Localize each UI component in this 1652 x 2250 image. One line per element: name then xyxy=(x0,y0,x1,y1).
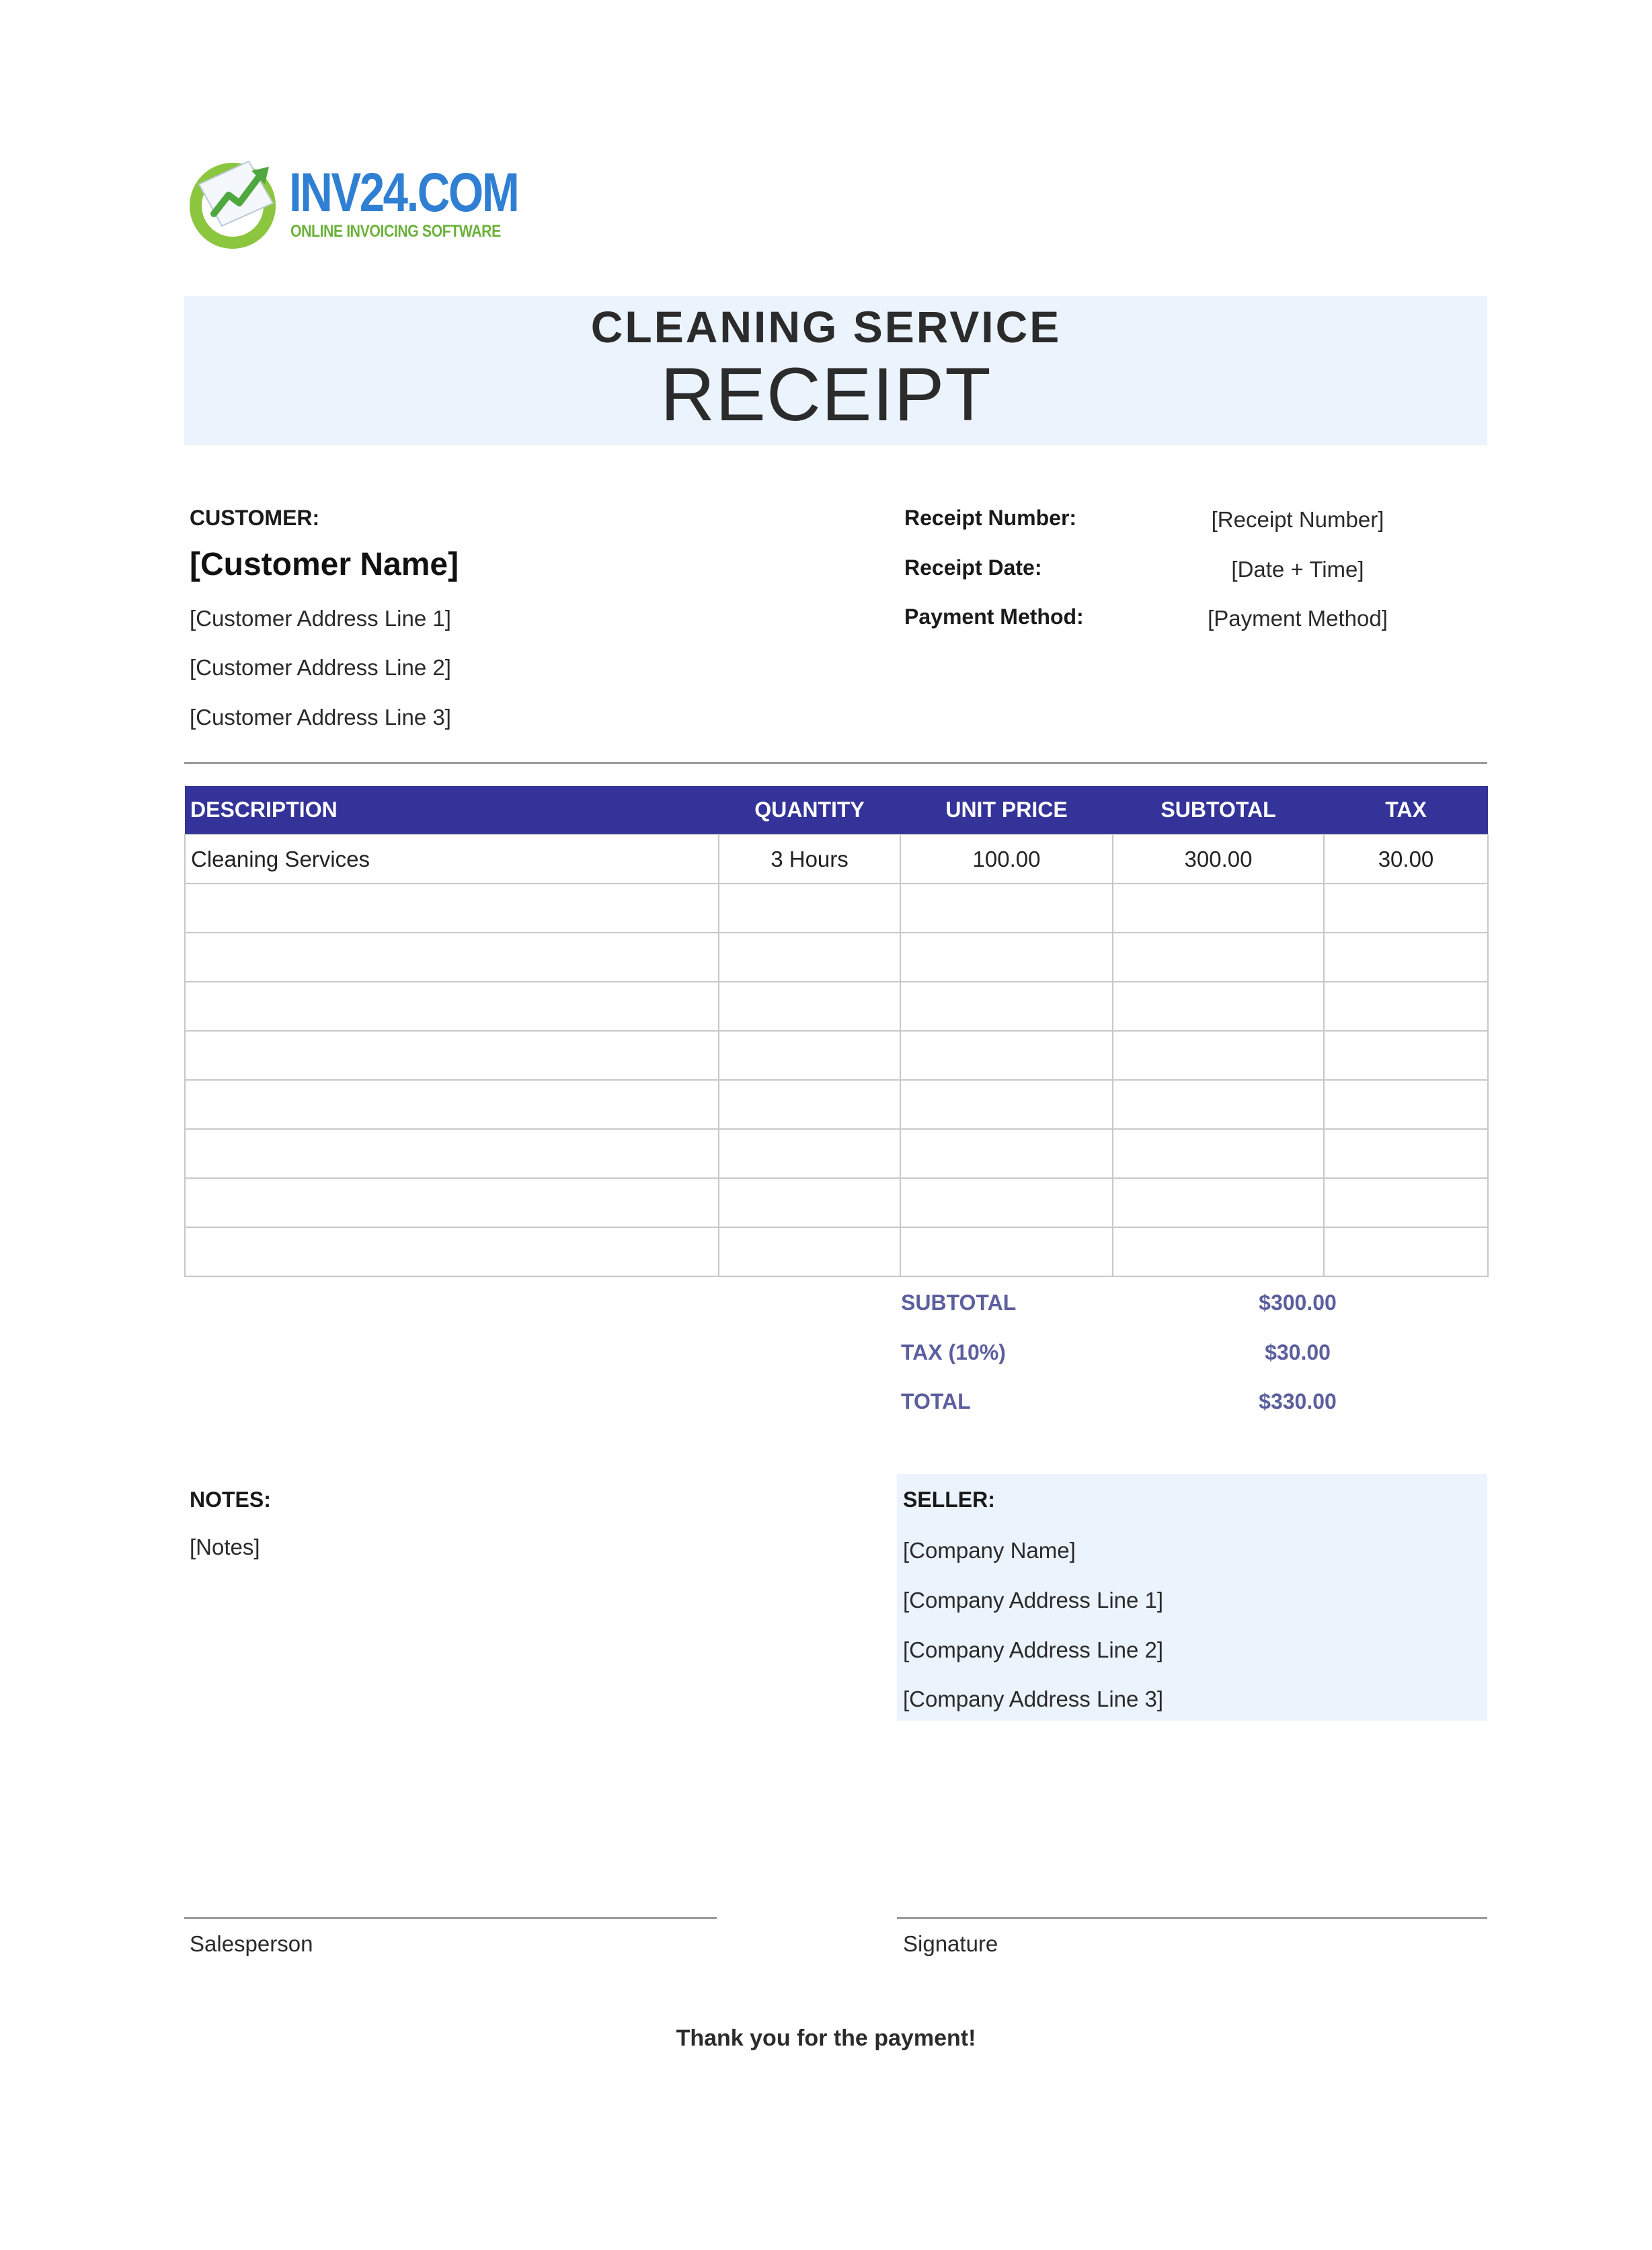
thank-you-message: Thank you for the payment! xyxy=(676,2025,976,2051)
salesperson-label: Salesperson xyxy=(190,1931,313,1956)
cell-quantity xyxy=(719,1178,900,1227)
customer-address-line-2: [Customer Address Line 2] xyxy=(190,655,451,680)
signature-label: Signature xyxy=(903,1931,998,1956)
cell-tax: 30.00 xyxy=(1324,835,1488,884)
cell-tax xyxy=(1324,884,1488,933)
header-description: DESCRIPTION xyxy=(185,786,719,835)
cell-description xyxy=(185,1227,719,1276)
table-row xyxy=(185,835,1488,884)
cell-quantity xyxy=(719,1031,900,1080)
cell-subtotal xyxy=(1113,1227,1324,1276)
header-quantity: QUANTITY xyxy=(719,786,900,835)
header-subtotal: SUBTOTAL xyxy=(1113,786,1324,835)
cell-unit-price xyxy=(900,933,1113,982)
payment-method-value: [Payment Method] xyxy=(1208,606,1388,631)
cell-quantity xyxy=(719,982,900,1031)
summary-tax-value: $30.00 xyxy=(1265,1340,1331,1364)
table-row xyxy=(185,1080,1488,1129)
cell-tax xyxy=(1324,1178,1488,1227)
seller-address-line-3: [Company Address Line 3] xyxy=(903,1686,1164,1711)
company-logo xyxy=(187,156,518,250)
table-row xyxy=(185,884,1488,933)
cell-tax xyxy=(1324,1031,1488,1080)
cell-unit-price xyxy=(900,1080,1113,1129)
cell-description xyxy=(185,933,719,982)
cell-description xyxy=(185,1178,719,1227)
cell-quantity xyxy=(719,884,900,933)
cell-quantity: 3 Hours xyxy=(719,835,900,884)
cell-subtotal xyxy=(1113,982,1324,1031)
seller-label: SELLER: xyxy=(903,1487,995,1512)
logo-wordmark: INV24.COM xyxy=(289,162,518,223)
seller-address-line-1: [Company Address Line 1] xyxy=(903,1588,1164,1613)
cell-tax xyxy=(1324,982,1488,1031)
cell-unit-price xyxy=(900,1031,1113,1080)
cell-subtotal xyxy=(1113,1129,1324,1178)
cell-description xyxy=(185,1031,719,1080)
cell-unit-price xyxy=(900,884,1113,933)
customer-name: [Customer Name] xyxy=(190,547,459,582)
table-row xyxy=(185,1031,1488,1080)
cell-unit-price xyxy=(900,1129,1113,1178)
receipt-number-value: [Receipt Number] xyxy=(1211,507,1384,532)
cell-subtotal: 300.00 xyxy=(1113,835,1324,884)
table-header-row xyxy=(185,786,1488,835)
receipt-date-label: Receipt Date: xyxy=(904,555,1042,580)
section-divider xyxy=(184,762,1487,764)
header-unit-price: UNIT PRICE xyxy=(900,786,1113,835)
cell-subtotal xyxy=(1113,1031,1324,1080)
cell-quantity xyxy=(719,1129,900,1178)
signature-line xyxy=(897,1917,1487,1919)
cell-description xyxy=(185,1129,719,1178)
table-row xyxy=(185,1178,1488,1227)
notes-label: NOTES: xyxy=(190,1487,271,1512)
summary-subtotal-value: $300.00 xyxy=(1259,1290,1337,1315)
summary-tax-label: TAX (10%) xyxy=(901,1340,1006,1364)
logo-tagline: ONLINE INVOICING SOFTWARE xyxy=(290,222,501,241)
cell-quantity xyxy=(719,1080,900,1129)
cell-subtotal xyxy=(1113,884,1324,933)
document-title: CLEANING SERVICE xyxy=(590,302,1062,352)
cell-unit-price xyxy=(900,982,1113,1031)
cell-tax xyxy=(1324,1227,1488,1276)
cell-quantity xyxy=(719,933,900,982)
cell-description xyxy=(185,1080,719,1129)
header-tax: TAX xyxy=(1324,786,1488,835)
cell-tax xyxy=(1324,1080,1488,1129)
cell-description: Cleaning Services xyxy=(185,835,719,884)
customer-label: CUSTOMER: xyxy=(190,506,320,530)
cell-quantity xyxy=(719,1227,900,1276)
payment-method-label: Payment Method: xyxy=(904,605,1084,629)
table-row xyxy=(185,982,1488,1031)
cell-tax xyxy=(1324,933,1488,982)
receipt-date-value: [Date + Time] xyxy=(1231,557,1364,582)
cell-unit-price: 100.00 xyxy=(900,835,1113,884)
table-row xyxy=(185,1129,1488,1178)
table-row xyxy=(185,1227,1488,1276)
summary-total-value: $330.00 xyxy=(1259,1389,1337,1413)
customer-address-line-1: [Customer Address Line 1] xyxy=(190,606,451,631)
cell-unit-price xyxy=(900,1227,1113,1276)
cell-subtotal xyxy=(1113,1080,1324,1129)
cell-unit-price xyxy=(900,1178,1113,1227)
seller-company-name: [Company Name] xyxy=(903,1538,1076,1563)
customer-address-line-3: [Customer Address Line 3] xyxy=(190,705,451,730)
document-subtitle: RECEIPT xyxy=(660,352,992,436)
table-row xyxy=(185,933,1488,982)
receipt-number-label: Receipt Number: xyxy=(904,506,1077,530)
summary-total-label: TOTAL xyxy=(901,1389,971,1413)
summary-subtotal-label: SUBTOTAL xyxy=(901,1290,1017,1315)
cell-description xyxy=(185,982,719,1031)
items-table xyxy=(184,786,1489,1277)
cell-subtotal xyxy=(1113,933,1324,982)
logo-icon xyxy=(187,156,281,250)
seller-address-line-2: [Company Address Line 2] xyxy=(903,1637,1164,1662)
cell-description xyxy=(185,884,719,933)
salesperson-signature-line xyxy=(184,1917,717,1919)
cell-subtotal xyxy=(1113,1178,1324,1227)
notes-value: [Notes] xyxy=(190,1535,260,1559)
cell-tax xyxy=(1324,1129,1488,1178)
